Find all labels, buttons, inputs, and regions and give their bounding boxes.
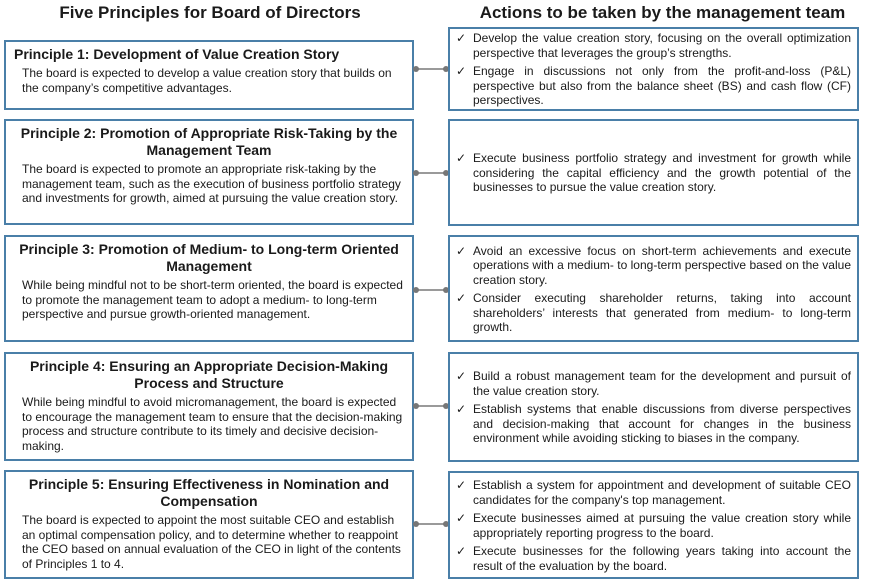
action-item bbox=[456, 402, 851, 446]
connector-dot bbox=[413, 66, 419, 72]
principle-3-description: While being mindful not to be short-term oriented, the board is expected to promote the management team to adopt a medium- to long-term perspective and pursue growth-oriented management. bbox=[22, 278, 403, 321]
connector-dot bbox=[413, 521, 419, 527]
principle-5-description: The board is expected to appoint the most suitable CEO and establish an optimal compensation policy, and to determine whether to reappoint the CEO based on annual evaluation of the CEO in light of the contents of Principles 1 to 4. bbox=[22, 513, 401, 571]
principle-2-title: Principle 2: Promotion of Appropriate Risk-Taking by the Management Team bbox=[20, 125, 398, 158]
actions-3-box bbox=[448, 235, 859, 342]
action-text: Build a robust management team for the development and pursuit of the value creation story. bbox=[473, 369, 851, 398]
check-icon: ✓ bbox=[456, 544, 467, 558]
connector-1 bbox=[414, 68, 448, 70]
actions-5-box bbox=[448, 471, 859, 579]
principle-4-title: Principle 4: Ensuring an Appropriate Decision-Making Process and Structure bbox=[29, 358, 389, 391]
principle-5-title: Principle 5: Ensuring Effectiveness in Nomination and Compensation bbox=[28, 476, 390, 509]
action-text: Establish a system for appointment and development of suitable CEO candidates for the company's top management. bbox=[473, 478, 851, 507]
principle-1-description: The board is expected to develop a value creation story that builds on the company’s competitive advantages. bbox=[22, 66, 392, 95]
check-icon: ✓ bbox=[456, 151, 467, 166]
connector-2 bbox=[414, 172, 448, 174]
action-text: Consider executing shareholder returns, taking into account shareholders’ interests that generated from medium- to long-term growth. bbox=[473, 291, 851, 334]
principle-3-title: Principle 3: Promotion of Medium- to Long-term Oriented Management bbox=[19, 241, 399, 274]
action-text: Execute business portfolio strategy and investment for growth while considering the capital efficiency and the growth potential of the businesses to pursue the value creation story. bbox=[473, 151, 851, 195]
check-icon: ✓ bbox=[456, 402, 467, 417]
connector-5 bbox=[414, 523, 448, 525]
action-text: Engage in discussions not only from the profit-and-loss (P&L) perspective but also from the balance sheet (BS) and cash flow (CF) perspectives. bbox=[473, 64, 851, 108]
connector-dot bbox=[413, 403, 419, 409]
action-item bbox=[456, 369, 851, 398]
action-item bbox=[456, 478, 851, 507]
principle-2-box bbox=[4, 119, 414, 225]
actions-2-box bbox=[448, 119, 859, 226]
action-item bbox=[456, 244, 851, 288]
action-item bbox=[456, 151, 851, 195]
check-icon: ✓ bbox=[456, 291, 467, 305]
principle-1-box bbox=[4, 40, 414, 110]
connector-4 bbox=[414, 405, 448, 407]
principle-1-title: Principle 1: Development of Value Creation Story bbox=[14, 46, 340, 62]
action-text: Establish systems that enable discussions from diverse perspectives and decision-making that account for changes in the business environment while avoiding sticking to biases in the company. bbox=[473, 402, 851, 446]
check-icon: ✓ bbox=[456, 511, 467, 525]
right-column-header: Actions to be taken by the management team bbox=[479, 3, 846, 22]
action-item bbox=[456, 64, 851, 108]
action-item bbox=[456, 544, 851, 573]
check-icon: ✓ bbox=[456, 64, 467, 79]
connector-3 bbox=[414, 289, 448, 291]
actions-1-box bbox=[448, 27, 859, 111]
actions-4-box bbox=[448, 352, 859, 462]
left-column-header: Five Principles for Board of Directors bbox=[59, 3, 361, 22]
principle-4-box bbox=[4, 352, 414, 461]
check-icon: ✓ bbox=[456, 31, 467, 46]
connector-dot bbox=[413, 287, 419, 293]
action-item bbox=[456, 291, 851, 335]
action-item bbox=[456, 511, 851, 540]
check-icon: ✓ bbox=[456, 243, 467, 258]
principle-5-box bbox=[4, 470, 414, 579]
principle-4-description: While being mindful to avoid micromanagement, the board is expected to encourage the management team to ensure that the decision-making process and structure contribute to its timely and decisive decision-making. bbox=[22, 395, 403, 453]
action-text: Develop the value creation story, focusing on the overall optimization perspective that leverages the group’s strengths. bbox=[473, 31, 851, 60]
check-icon: ✓ bbox=[456, 478, 467, 492]
connector-dot bbox=[413, 170, 419, 176]
principle-2-description: The board is expected to promote an appropriate risk-taking by the management team, such as the execution of business portfolio strategy and investments for growth, aimed at pursuing the value creation story. bbox=[22, 162, 401, 205]
action-item bbox=[456, 31, 851, 60]
check-icon: ✓ bbox=[456, 369, 467, 384]
action-text: Avoid an excessive focus on short-term achievements and execute operations with a medium- to long-term perspective based on the value creation story. bbox=[473, 243, 851, 287]
principle-3-box bbox=[4, 235, 414, 342]
action-text: Execute businesses aimed at pursuing the value creation story while appropriately reporting progress to the board. bbox=[473, 511, 851, 540]
action-text: Execute businesses for the following years taking into account the result of the evaluation by the board. bbox=[473, 544, 851, 573]
